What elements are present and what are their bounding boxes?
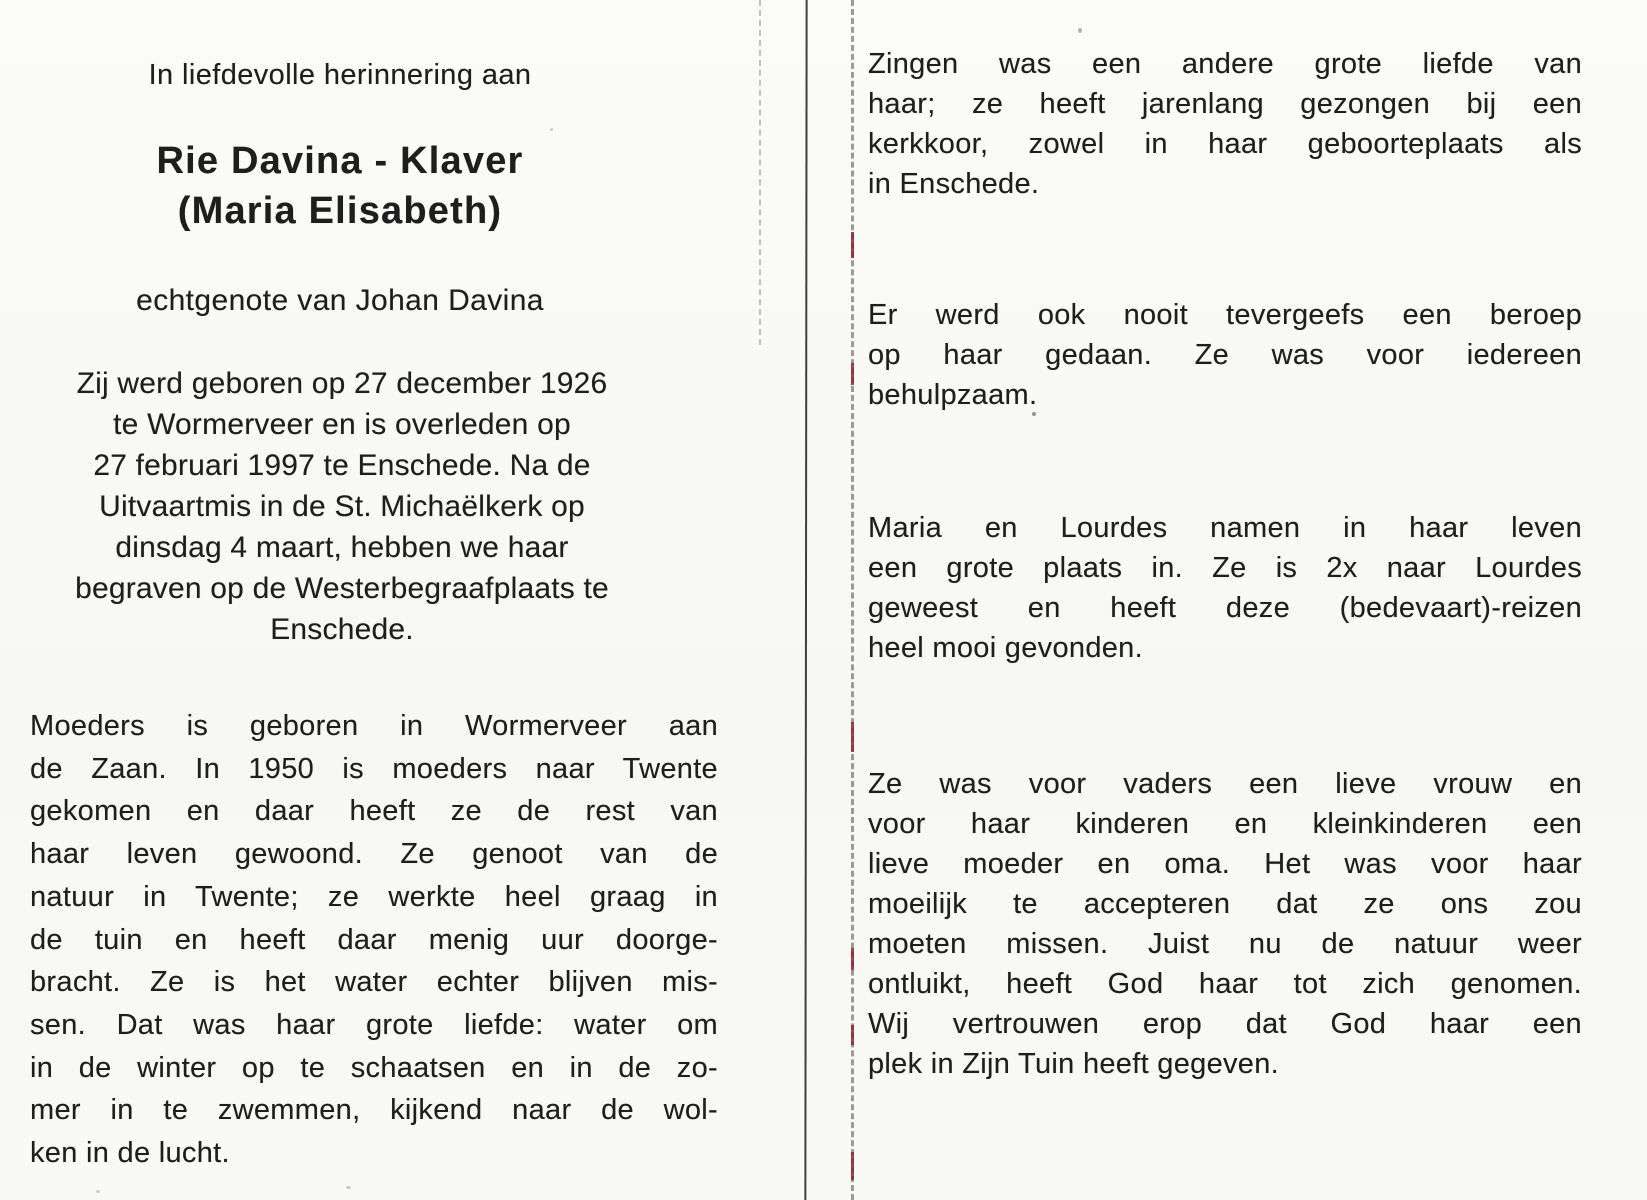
birth-death-paragraph (36, 363, 648, 650)
text-line: Er werd ook nooit tevergeefs een beroep (868, 299, 1582, 331)
text-line: haar; ze heeft jarenlang gezongen bij een (868, 88, 1582, 120)
text-line: ontluikt, heeft God haar tot zich genomen. (868, 968, 1582, 1000)
text-line: lieve moeder en oma. Het was voor haar (868, 848, 1582, 880)
intro-line: In liefdevolle herinnering aan (148, 59, 532, 91)
text-line: behulpzaam. (868, 379, 1038, 411)
text-line: haar leven gewoond. Ze genoot van de (30, 838, 718, 871)
text-line: geweest en heeft deze (bedevaart)-reizen (868, 592, 1582, 624)
spouse-line: echtgenote van Johan Davina (136, 284, 544, 317)
text-line: een grote plaats in. Ze is 2x naar Lourdes (868, 552, 1582, 584)
text-line: Enschede. (270, 613, 414, 646)
text-line: te Wormerveer en is overleden op (113, 408, 571, 441)
text-line: in Enschede. (868, 168, 1040, 200)
paragraph-family (868, 764, 1582, 1084)
paragraph-lourdes (868, 508, 1582, 668)
life-story-paragraph (30, 705, 718, 1175)
text-line: sen. Dat was haar grote liefde: water om (30, 1008, 718, 1041)
scan-noise-speck (346, 1186, 351, 1189)
text-line: Uitvaartmis in de St. Michaëlkerk op (99, 490, 585, 523)
text-line: op haar gedaan. Ze was voor iedereen (868, 339, 1582, 371)
text-line: Wij vertrouwen erop dat God haar een (868, 1008, 1582, 1040)
text-line: bracht. Ze is het water echter blijven mis- (30, 966, 718, 999)
text-line: Zingen was een andere grote liefde van (868, 48, 1582, 80)
text-line: in de winter op te schaatsen en in de zo- (30, 1051, 718, 1084)
fold-red-mark (851, 722, 854, 752)
text-line: kerkkoor, zowel in haar geboorteplaats als (868, 128, 1582, 160)
scan-noise-speck (1032, 412, 1036, 416)
text-line: voor haar kinderen en kleinkinderen een (868, 808, 1582, 840)
paragraph-helpful (868, 295, 1582, 415)
deceased-name-line: Rie Davina - Klaver (156, 140, 524, 182)
text-line: moeten missen. Juist nu de natuur weer (868, 928, 1582, 960)
scan-noise-speck (1078, 28, 1082, 33)
text-line: ken in de lucht. (30, 1137, 230, 1170)
deceased-maiden-name-line: (Maria Elisabeth) (177, 190, 503, 232)
fold-red-mark (851, 232, 854, 258)
scan-noise-speck (550, 128, 553, 131)
deceased-name (30, 136, 650, 236)
text-line: moeilijk te accepteren dat ze ons zou (868, 888, 1582, 920)
fold-crease-line (804, 0, 807, 1200)
text-line: gekomen en daar heeft ze de rest van (30, 795, 718, 828)
fold-red-mark (851, 948, 854, 970)
text-line: plek in Zijn Tuin heeft gegeven. (868, 1048, 1280, 1080)
text-line: Moeders is geboren in Wormerveer aan (30, 710, 718, 742)
fold-dashed-line (851, 0, 854, 1200)
text-line: Maria en Lourdes namen in haar leven (868, 512, 1582, 544)
text-line: de Zaan. In 1950 is moeders naar Twente (30, 752, 718, 785)
fold-crease-faint-line (759, 0, 761, 345)
text-line: 27 februari 1997 te Enschede. Na de (93, 449, 591, 482)
fold-red-mark (851, 1025, 854, 1045)
fold-red-mark (851, 1152, 854, 1180)
text-line: Ze was voor vaders een lieve vrouw en (868, 768, 1582, 800)
text-line: de tuin en heeft daar menig uur doorge- (30, 923, 718, 956)
text-line: Zij werd geboren op 27 december 1926 (76, 367, 608, 400)
text-line: heel mooi gevonden. (868, 632, 1143, 664)
paragraph-singing (868, 44, 1582, 204)
text-line: begraven op de Westerbegraafplaats te (75, 572, 609, 605)
text-line: dinsdag 4 maart, hebben we haar (115, 531, 569, 564)
text-line: mer in te zwemmen, kijkend naar de wol- (30, 1094, 718, 1127)
text-line: natuur in Twente; ze werkte heel graag in (30, 880, 718, 913)
fold-red-mark (851, 363, 854, 385)
scan-noise-speck (96, 1190, 100, 1193)
